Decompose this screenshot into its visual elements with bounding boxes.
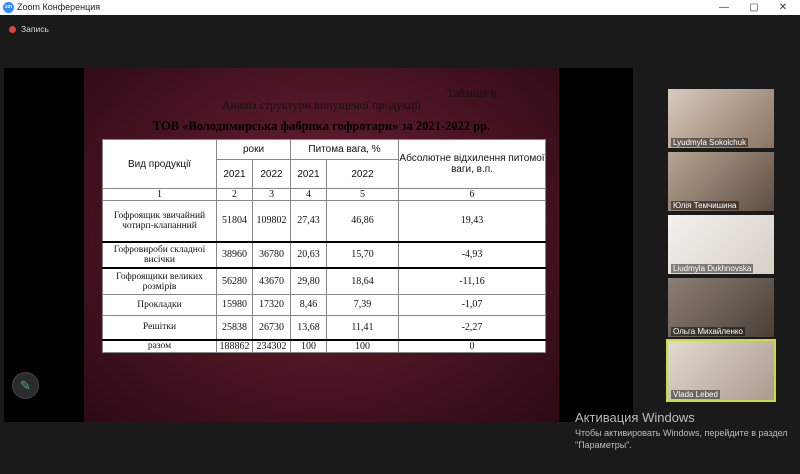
share-2022: 11,41 [327, 315, 399, 340]
table-row [103, 201, 546, 242]
header-years: роки [217, 140, 291, 160]
product-name: Гофровироби складної висічки [103, 242, 217, 269]
participant-name: Lyudmyla Sokolchuk [673, 138, 747, 147]
value-2021: 15980 [217, 295, 253, 315]
deviation: -11,16 [399, 268, 546, 295]
table-row [103, 315, 546, 340]
index-cell: 1 [103, 189, 217, 201]
value-2022: 43670 [253, 268, 291, 295]
product-name: разом [103, 340, 217, 353]
deviation: 19,43 [399, 201, 546, 242]
value-2022: 36780 [253, 242, 291, 269]
product-name: Решітки [103, 315, 217, 340]
share-2022: 18,64 [327, 268, 399, 295]
activation-title: Активация Windows [575, 410, 695, 425]
deviation: -1,07 [399, 295, 546, 315]
slide-subtitle: ТОВ «Володимирська фабрика гофротари» за 2021-2022 рр. [152, 119, 491, 133]
share-2021: 27,43 [291, 201, 327, 242]
participant-video[interactable] [668, 215, 774, 274]
deviation: -2,27 [399, 315, 546, 340]
record-icon [9, 26, 16, 33]
maximize-button[interactable]: ▢ [749, 2, 759, 13]
header-share-2022: 2022 [327, 160, 399, 189]
value-2021: 51804 [217, 201, 253, 242]
recording-label: Запись [21, 24, 49, 34]
title-bar [0, 0, 800, 15]
share-2021: 20,63 [291, 242, 327, 269]
zoom-icon: zm [3, 2, 14, 13]
header-share: Питома вага, % [291, 140, 399, 160]
share-2021: 13,68 [291, 315, 327, 340]
table-row [103, 268, 546, 295]
product-name: Гофроящик звичайний чотирп-клапанний [103, 201, 217, 242]
table-number: Таблиця 8. [447, 88, 500, 100]
index-cell: 2 [217, 189, 253, 201]
product-name: Гофроящики великих розмірів [103, 268, 217, 295]
pencil-icon[interactable]: ✎ [12, 372, 39, 399]
participant-video[interactable] [668, 278, 774, 337]
table-row [103, 242, 546, 269]
header-year-2021: 2021 [217, 160, 253, 189]
windows-activation-watermark [575, 410, 795, 451]
table-row [103, 295, 546, 315]
data-table [102, 139, 546, 353]
slide-title: Аналіз структури випущеної продукції [221, 98, 422, 112]
participant-name: Ольга Михайленко [673, 327, 743, 336]
shared-screen [4, 68, 633, 422]
table-row-total [103, 340, 546, 353]
share-2021: 29,80 [291, 268, 327, 295]
share-2022: 100 [327, 340, 399, 353]
participant-name: Liudmyla Dukhnovska [673, 264, 752, 273]
index-cell: 6 [399, 189, 546, 201]
value-2021: 25838 [217, 315, 253, 340]
recording-indicator[interactable] [9, 24, 49, 34]
header-share-2021: 2021 [291, 160, 327, 189]
index-cell: 3 [253, 189, 291, 201]
presentation-slide [84, 68, 559, 422]
participant-video-active-speaker[interactable] [668, 341, 774, 400]
value-2021: 38960 [217, 242, 253, 269]
participant-name: Vlada Lebed [673, 390, 718, 399]
value-2021: 56280 [217, 268, 253, 295]
header-product: Вид продукції [103, 140, 217, 189]
value-2022: 234302 [253, 340, 291, 353]
participant-name: Юлія Темчишина [673, 201, 737, 210]
window-title: Zoom Конференция [17, 2, 101, 12]
index-cell: 5 [327, 189, 399, 201]
share-2022: 7,39 [327, 295, 399, 315]
share-2021: 100 [291, 340, 327, 353]
deviation: 0 [399, 340, 546, 353]
value-2022: 26730 [253, 315, 291, 340]
deviation: -4,93 [399, 242, 546, 269]
product-name: Прокладки [103, 295, 217, 315]
header-year-2022: 2022 [253, 160, 291, 189]
participant-video[interactable] [668, 89, 774, 148]
value-2022: 109802 [253, 201, 291, 242]
value-2022: 17320 [253, 295, 291, 315]
header-deviation: Абсолютне відхилення питомої ваги, в.п. [399, 140, 546, 189]
value-2021: 188862 [217, 340, 253, 353]
share-2021: 8,46 [291, 295, 327, 315]
activation-text: Чтобы активировать Windows, перейдите в раздел "Параметры". [575, 428, 788, 450]
index-cell: 4 [291, 189, 327, 201]
minimize-button[interactable]: — [719, 2, 729, 13]
close-button[interactable]: ✕ [778, 2, 788, 13]
share-2022: 15,70 [327, 242, 399, 269]
share-2022: 46,86 [327, 201, 399, 242]
participant-video[interactable] [668, 152, 774, 211]
